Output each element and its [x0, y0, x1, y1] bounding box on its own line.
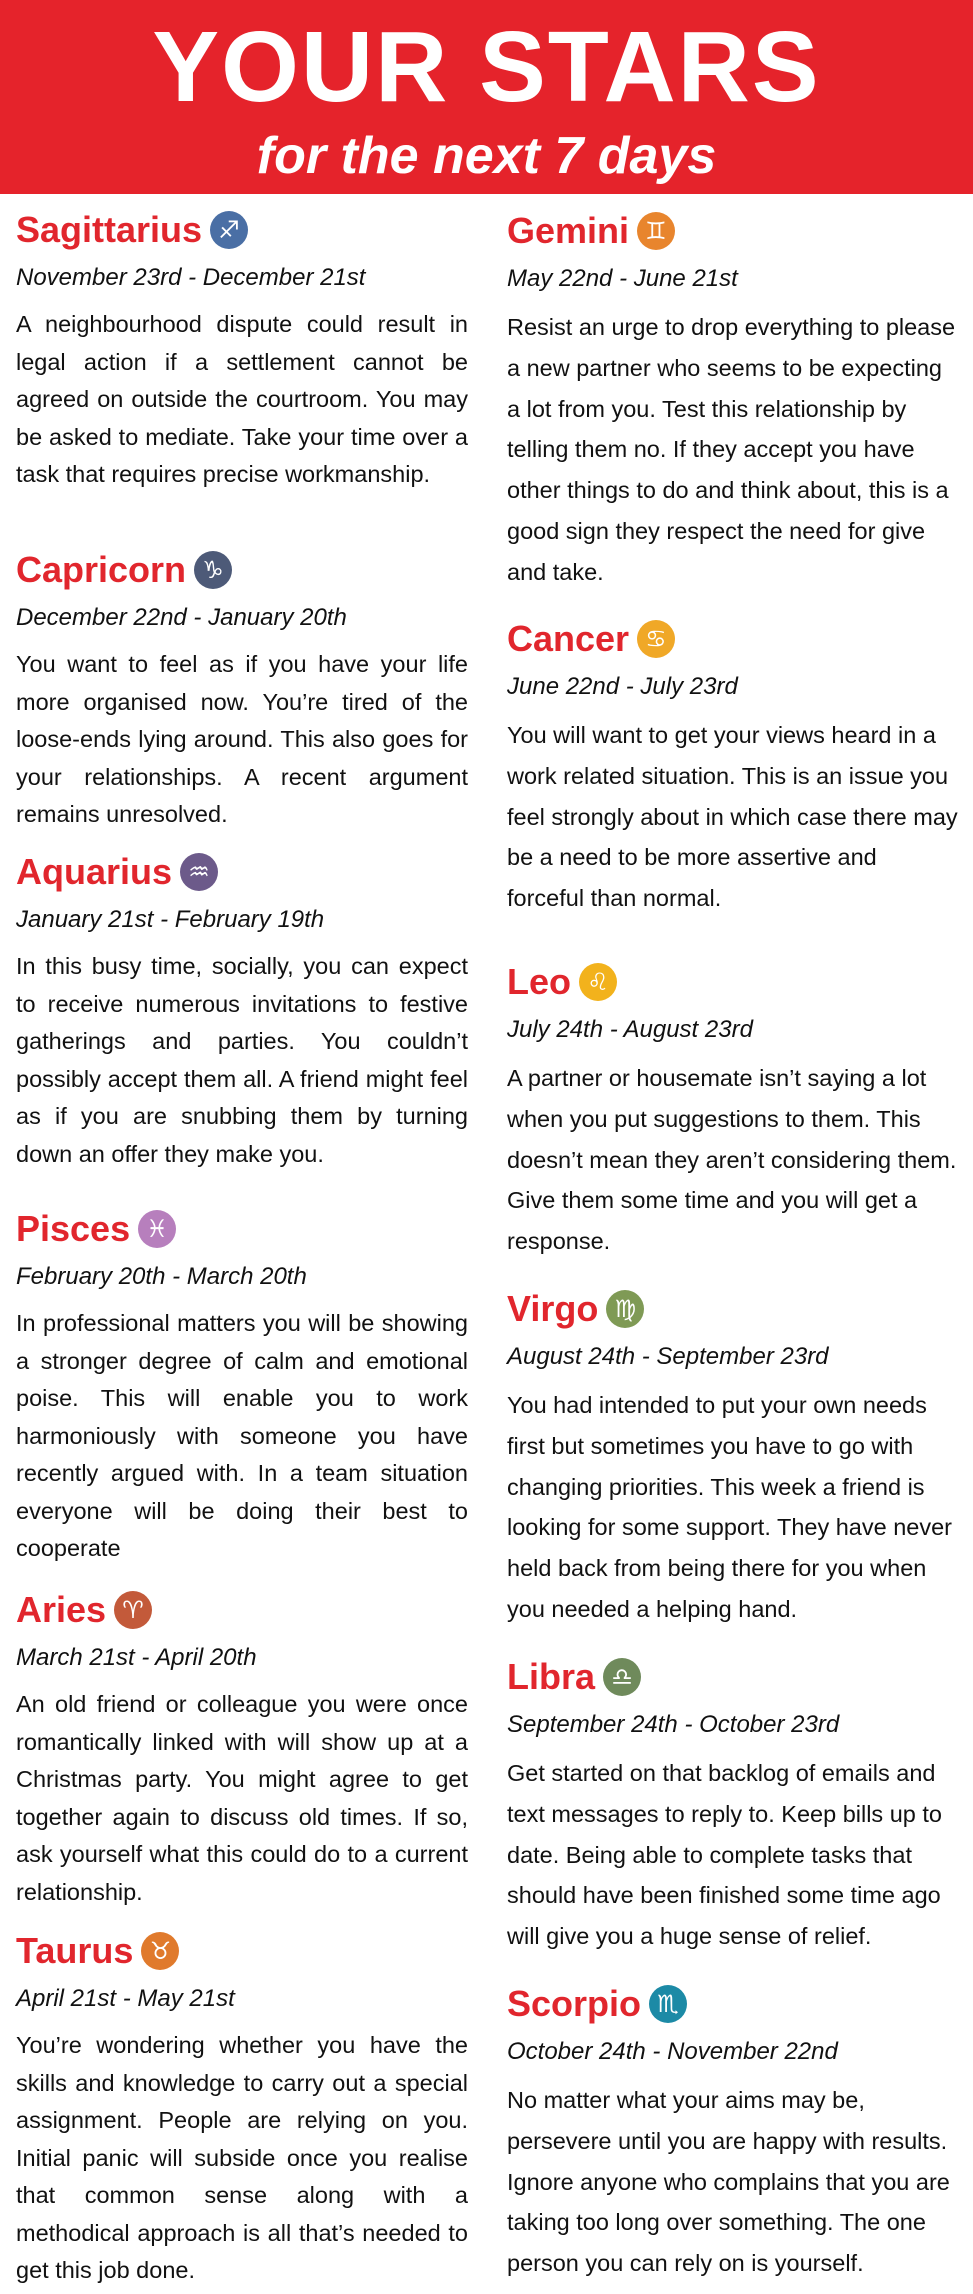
virgo-icon: ♍ — [606, 1290, 644, 1328]
pisces-icon: ♓ — [138, 1210, 176, 1248]
sign-forecast: You will want to get your views heard in a work related situation. This is an issue you feel strongly about in which case there may be a need to be more assertive and forceful than normal. — [507, 722, 958, 912]
sign-dates: March 21st - April 20th — [16, 1644, 257, 1671]
sign-cancer — [507, 613, 959, 919]
sign-forecast: Resist an urge to drop everything to please a new partner who seems to be expecting a lot from you. Test this relationship by telling them no. If they accept you have other things to do and think about, this is a good sign they respect the need for give and take. — [507, 314, 956, 585]
sign-forecast: You had intended to put your own needs first but sometimes you have to go with changing priorities. This week a friend is looking for some support. They have never held back from being there for you when you needed a helping hand. — [507, 1392, 953, 1622]
header-banner — [0, 0, 973, 194]
sign-gemini — [507, 205, 959, 593]
sign-name: Leo — [507, 961, 572, 1002]
sign-dates: February 20th - March 20th — [16, 1263, 307, 1290]
sign-forecast: No matter what your aims may be, persevere until you are happy with results. Ignore anyone who complains that you are taking too long over something. The one person you can rely on is yourself. — [507, 2087, 950, 2277]
taurus-icon: ♉ — [141, 1932, 179, 1970]
aquarius-icon: ♒ — [180, 853, 218, 891]
sign-leo — [507, 956, 959, 1262]
sign-name: Sagittarius — [16, 209, 203, 250]
sign-virgo — [507, 1283, 959, 1630]
libra-icon: ♎ — [603, 1658, 641, 1696]
sign-scorpio — [507, 1978, 959, 2284]
sign-forecast: You want to feel as if you have your life more organised now. You’re tired of the loose-ends lying around. This also goes for your relationships. A recent argument remains unresolved. — [16, 651, 468, 827]
leo-icon: ♌ — [579, 963, 617, 1001]
sign-forecast: An old friend or colleague you were once romantically linked with will show up at a Christmas party. You might agree to get together again to discuss old times. If so, ask yourself what this could do to a current relationship. — [16, 1691, 468, 1905]
sign-name: Scorpio — [507, 1983, 642, 2024]
gemini-icon: ♊ — [637, 212, 675, 250]
sign-dates: June 22nd - July 23rd — [507, 673, 738, 700]
page-title: YOUR STARS — [152, 11, 821, 123]
sign-dates: October 24th - November 22nd — [507, 2038, 838, 2065]
sign-dates: May 22nd - June 21st — [507, 265, 738, 292]
sign-libra — [507, 1651, 959, 1957]
sign-aquarius — [16, 846, 468, 1173]
sign-name: Gemini — [507, 210, 630, 251]
page-subtitle: for the next 7 days — [256, 127, 717, 185]
sign-dates: January 21st - February 19th — [16, 906, 325, 933]
sign-sagittarius — [16, 204, 468, 494]
sign-name: Taurus — [16, 1930, 134, 1971]
scorpio-icon: ♏ — [649, 1985, 687, 2023]
sign-pisces — [16, 1203, 468, 1568]
sign-forecast: In professional matters you will be showing a stronger degree of calm and emotional poise. This will enable you to work harmoniously with someone you have recently argued with. In a team situation everyone will be doing their best to cooperate — [16, 1310, 468, 1561]
sign-dates: September 24th - October 23rd — [507, 1711, 840, 1738]
sagittarius-icon: ♐ — [210, 211, 248, 249]
sign-name: Pisces — [16, 1208, 131, 1249]
sign-forecast: A partner or housemate isn’t saying a lot when you put suggestions to them. This doesn’t mean they aren’t considering them. Give them some time and you will get a response. — [507, 1065, 957, 1255]
sign-forecast: A neighbourhood dispute could result in legal action if a settlement cannot be agreed on outside the courtroom. You may be asked to mediate. Take your time over a task that requires precise workmanship. — [16, 311, 468, 487]
sign-name: Capricorn — [16, 549, 187, 590]
cancer-icon: ♋ — [637, 620, 675, 658]
sign-forecast: In this busy time, socially, you can expect to receive numerous invitations to festive gatherings and parties. You couldn’t possibly accept them all. A friend might feel as if you are snubbing them by turning down an offer they make you. — [16, 953, 468, 1167]
sign-dates: December 22nd - January 20th — [16, 604, 347, 631]
sign-name: Aquarius — [16, 851, 173, 892]
sign-capricorn — [16, 544, 468, 834]
sign-dates: August 24th - September 23rd — [507, 1343, 829, 1370]
sign-name: Cancer — [507, 618, 630, 659]
sign-aries — [16, 1584, 468, 1911]
aries-icon: ♈ — [114, 1591, 152, 1629]
sign-name: Libra — [507, 1656, 596, 1697]
sign-dates: November 23rd - December 21st — [16, 264, 366, 291]
sign-name: Virgo — [507, 1288, 599, 1329]
capricorn-icon: ♑ — [194, 551, 232, 589]
sign-forecast: You’re wondering whether you have the skills and knowledge to carry out a special assignment. People are relying on you. Initial panic will subside once you realise that common sense along with a methodical approach is all that’s needed to get this job done. — [16, 2032, 468, 2283]
sign-taurus — [16, 1925, 468, 2290]
sign-forecast: Get started on that backlog of emails and text messages to reply to. Keep bills up to date. Being able to complete tasks that should have been finished some time ago will give you a huge sense of relief. — [507, 1760, 942, 1950]
sign-dates: July 24th - August 23rd — [507, 1016, 753, 1043]
sign-name: Aries — [16, 1589, 107, 1630]
sign-dates: April 21st - May 21st — [16, 1985, 235, 2012]
